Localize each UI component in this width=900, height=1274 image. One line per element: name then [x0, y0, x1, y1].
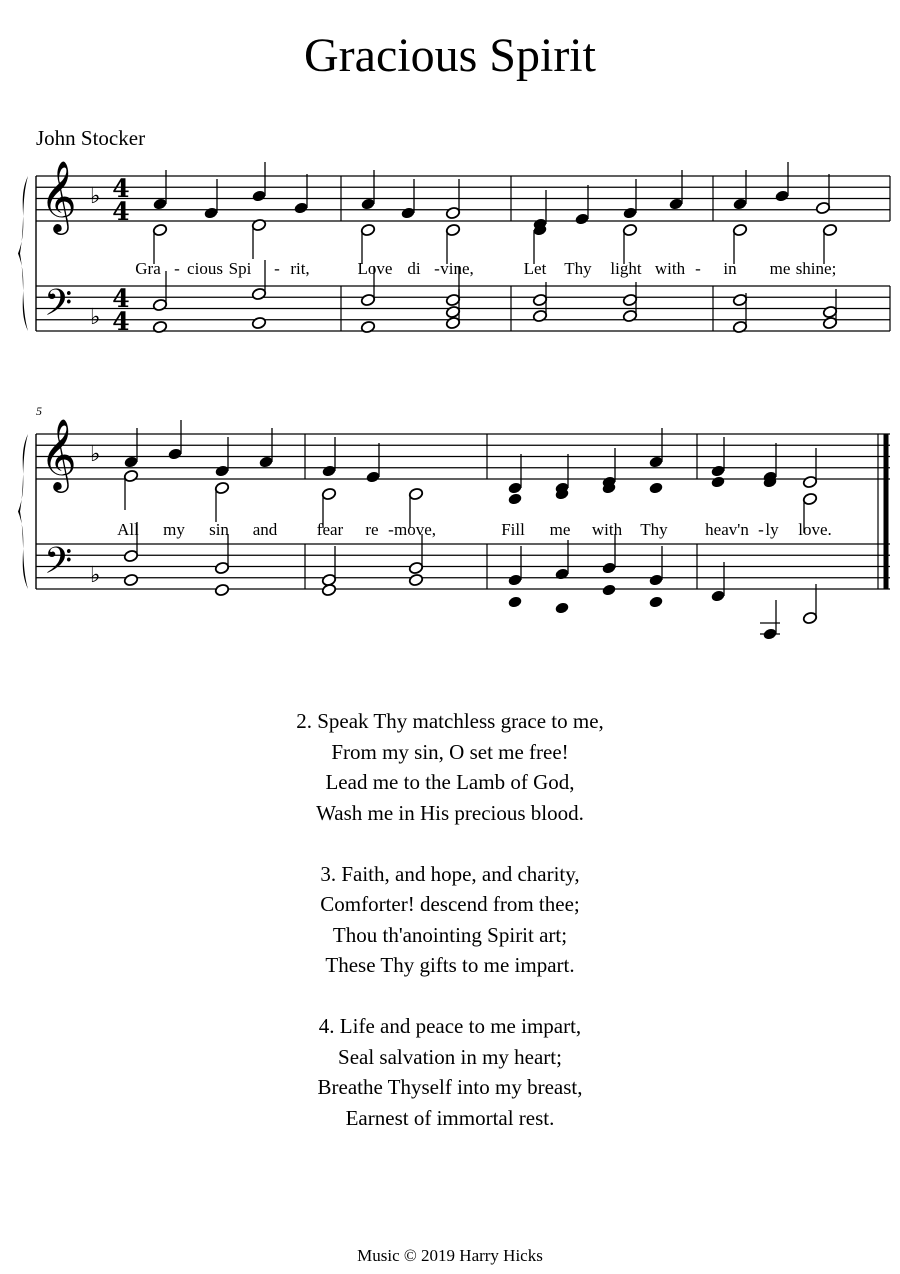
verse-2 — [0, 706, 900, 828]
flat-sign-icon: ♭ — [90, 563, 101, 588]
lyric-syllable: - — [174, 259, 180, 278]
copyright-notice: Music © 2019 Harry Hicks — [357, 1246, 543, 1265]
measure-number: 5 — [36, 404, 42, 418]
verse-3 — [0, 859, 900, 981]
verse-line: Wash me in His precious blood. — [316, 800, 584, 825]
lyric-syllable: sin — [209, 520, 229, 539]
lyric-syllable: Thy — [564, 259, 592, 278]
treble-clef-icon: 𝄞 — [40, 159, 77, 232]
verse-line: Breathe Thyself into my breast, — [317, 1075, 583, 1099]
lyric-syllable: Love — [357, 259, 393, 278]
lyric-syllable: me — [549, 520, 571, 539]
lyric-syllable: fear — [316, 520, 344, 539]
verse-line: Lead me to the Lamb of God, — [325, 770, 575, 794]
verse-line: Seal salvation in my heart; — [338, 1044, 562, 1069]
lyric-syllable: love. — [798, 520, 832, 539]
lyric-syllable: - — [274, 259, 280, 278]
lyric-syllable: Thy — [640, 520, 668, 539]
brace-icon — [18, 176, 28, 331]
lyric-syllable: All — [117, 520, 139, 539]
lyric-syllable: me — [769, 259, 791, 278]
lyric-syllable: cious — [187, 259, 223, 278]
flat-sign-icon: ♭ — [90, 305, 101, 330]
verse-4 — [0, 1011, 900, 1133]
lyric-syllable: vine, — [440, 259, 474, 278]
lyric-syllable: Let — [523, 259, 547, 278]
lyric-syllable: - — [695, 259, 701, 278]
notehead-half — [251, 316, 266, 329]
additional-verses — [0, 706, 900, 1164]
verse-line: Comforter! descend from thee; — [320, 892, 580, 916]
system-1 — [18, 159, 890, 336]
lyric-syllable: - — [758, 520, 764, 539]
lyric-syllable: move, — [393, 520, 437, 539]
lyric-syllable: heav'n — [705, 520, 749, 539]
lyric-syllable: in — [723, 259, 737, 278]
notehead-quarter — [710, 475, 725, 488]
verse-line: From my sin, O set me free! — [331, 739, 569, 764]
notehead-half — [321, 583, 336, 596]
brace-icon — [18, 434, 28, 589]
lyric-syllable: - — [388, 520, 394, 539]
bass-clef-icon: 𝄢 — [44, 282, 73, 333]
lyric-syllable: and — [252, 520, 278, 539]
lyric-syllable: Fill — [501, 520, 525, 539]
verse-line: Thou th'anointing Spirit art; — [332, 922, 568, 947]
notehead-half — [408, 573, 423, 586]
bass-clef-icon: 𝄢 — [44, 540, 73, 591]
flat-sign-icon: ♭ — [90, 184, 101, 209]
notehead-half — [123, 573, 138, 586]
time-signature-bottom: 4 — [112, 307, 130, 336]
verse-line: Earnest of immortal rest. — [345, 1105, 555, 1130]
lyric-syllable: light — [610, 259, 642, 278]
notehead-quarter — [507, 492, 522, 505]
system-2 — [18, 404, 890, 641]
flat-sign-icon: ♭ — [90, 442, 101, 467]
lyric-syllable: Spi — [228, 259, 252, 278]
lyric-syllable: with — [591, 520, 623, 539]
notehead-quarter — [648, 481, 663, 494]
verse-line: 3. Faith, and hope, and charity, — [320, 861, 580, 886]
hymn-title: Gracious Spirit — [304, 29, 596, 82]
notehead-half — [214, 583, 229, 596]
time-signature-top: 4 — [112, 284, 130, 313]
lyric-syllable: di — [407, 259, 421, 278]
notehead-half — [152, 320, 167, 333]
notehead-quarter — [648, 595, 663, 608]
lyric-syllable: with — [654, 259, 686, 278]
time-signature-bottom: 4 — [112, 197, 130, 226]
time-signature-top: 4 — [112, 174, 130, 203]
notehead-half — [360, 320, 375, 333]
lyric-syllable: my — [163, 520, 185, 539]
lyric-syllable: Gra — [135, 259, 161, 278]
verse-line: 4. Life and peace to me impart, — [318, 1014, 582, 1038]
verse-line: These Thy gifts to me impart. — [325, 953, 575, 977]
treble-clef-icon: 𝄞 — [40, 417, 77, 490]
lyric-syllable: re — [365, 520, 379, 539]
lyric-syllable: ly — [765, 520, 779, 539]
notehead-quarter — [554, 601, 569, 614]
lyricist-credit: John Stocker — [36, 126, 146, 150]
notehead-quarter — [507, 595, 522, 608]
lyric-syllable: rit, — [290, 259, 310, 278]
verse-line: 2. Speak Thy matchless grace to me, — [296, 709, 604, 733]
notehead-quarter — [601, 583, 616, 596]
lyric-syllable: shine; — [795, 259, 837, 278]
lyric-syllable: - — [434, 259, 440, 278]
